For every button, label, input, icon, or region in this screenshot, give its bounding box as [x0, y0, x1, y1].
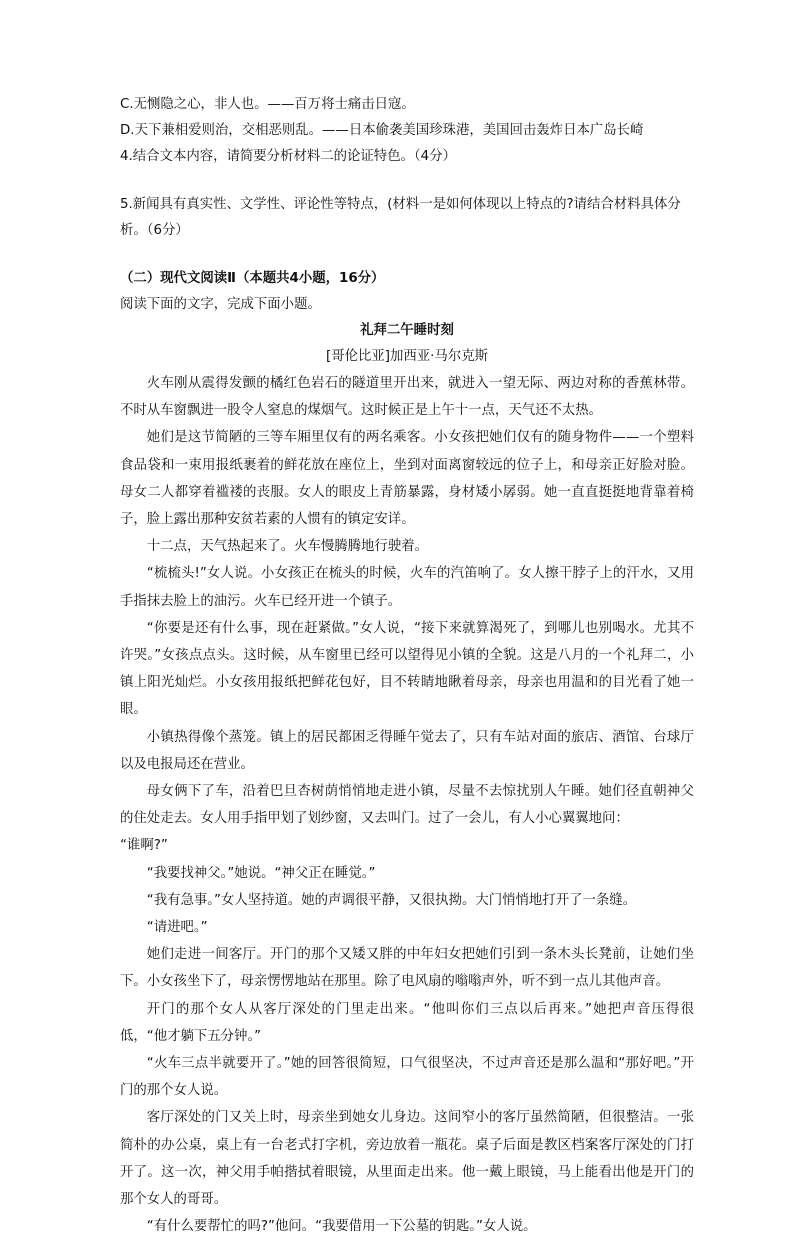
- paragraph: “火车三点半就要开了。”她的回答很简短，口气很坚决，不过声音还是那么温和“那好吧。”开门的那个女人说。: [120, 1056, 694, 1099]
- paragraph: 她们是这节简陋的三等车厢里仅有的两名乘客。小女孩把她们仅有的随身物件——一个塑料食品袋和一束用报纸裹着的鲜花放在座位上，坐到对面离窗较远的位子上，和母亲正好脸对脸。母女二人都穿着褴褛的丧服。女人的眼皮上青筋暴露，身材矮小孱弱。她一直直挺挺地背靠着椅子，脸上露出那种安贫若素的人惯有的镇定安详。: [120, 430, 694, 528]
- dialogue-line: “我要找神父。”她说。“神父正在睡觉。”: [146, 865, 376, 881]
- paragraph: 客厅深处的门又关上时，母亲坐到她女儿身边。这间窄小的客厅虽然简陋，但很整洁。一张简朴的办公桌，桌上有一台老式打字机，旁边放着一瓶花。桌子后面是教区档案客厅深处的门打开了。这一次，神父用手帕揩拭着眼镜，从里面走出来。他一戴上眼镜，马上能看出他是开门的那个女人的哥哥。: [120, 1110, 694, 1208]
- dialogue-line: “请进吧。”: [146, 920, 208, 936]
- paragraph: 她们走进一间客厅。开门的那个又矮又胖的中年妇女把她们引到一条木头长凳前，让她们坐下。小女孩坐下了，母亲愣愣地站在那里。除了电风扇的嗡嗡声外，听不到一点儿其他声音。: [120, 947, 694, 990]
- document-page: [120, 92, 694, 1241]
- dialogue-line: “有什么要帮忙的吗?”他问。“我要借用一下公墓的钥匙。”女人说。: [146, 1219, 537, 1235]
- question-5: 5.新闻具有真实性、文学性、评论性等特点，(材料一是如何体现以上特点的?请结合材料具体分析。（6分）: [120, 197, 681, 238]
- paragraph: “你要是还有什么事，现在赶紧做。”女人说，“接下来就算渴死了，到哪儿也别喝水。尤其不许哭。”女孩点点头。这时候，从车窗里已经可以望得见小镇的全貌。这是八月的一个礼拜二，小镇上阳光灿烂。小女孩用报纸把鲜花包好，目不转睛地瞅着母亲，母亲也用温和的目光看了她一眼。: [120, 620, 694, 718]
- paragraph: 火车刚从震得发颤的橘红色岩石的隧道里开出来，就进入一望无际、两边对称的香蕉林带。不时从车窗飘进一股令人窒息的煤烟气。这时候正是上午十一点，天气还不太热。: [120, 376, 694, 419]
- story-title: 礼拜二午睡时刻: [360, 323, 454, 338]
- paragraph: 母女俩下了车，沿着巴旦杏树荫悄悄地走进小镇，尽量不去惊扰别人午睡。她们径直朝神父的住处走去。女人用手指甲划了划纱窗，又去叫门。过了一会儿，有人小心翼翼地问：: [120, 784, 694, 827]
- paragraph: 开门的那个女人从客厅深处的门里走出来。“他叫你们三点以后再来。”她把声音压得很低，“他才躺下五分钟。”: [120, 1001, 694, 1044]
- dialogue-line: “我有急事。”女人坚持道。她的声调很平静，又很执拗。大门悄悄地打开了一条缝。: [146, 892, 637, 908]
- section-heading: （二）现代文阅读Ⅱ（本题共4小题，16分）: [120, 271, 385, 286]
- section-instruction: 阅读下面的文字，完成下面小题。: [120, 297, 321, 312]
- dialogue-line: “谁啊?”: [120, 838, 168, 854]
- story-author: [哥伦比亚]加西亚·马尔克斯: [325, 349, 488, 364]
- question-4: 4.结合文本内容，请简要分析材料二的论证特色。（4分）: [120, 149, 456, 164]
- paragraph: 小镇热得像个蒸笼。镇上的居民都困乏得睡午觉去了，只有车站对面的旅店、酒馆、台球厅以及电报局还在营业。: [120, 729, 694, 772]
- paragraph: 十二点，天气热起来了。火车慢腾腾地行驶着。: [146, 539, 428, 555]
- option-c: C.无恻隐之心，非人也。——百万将士痛击日寇。: [120, 97, 415, 112]
- option-d: D.天下兼相爱则治，交相恶则乱。——日本偷袭美国珍珠港，美国回击轰炸日本广岛长崎: [120, 123, 644, 138]
- paragraph: “梳梳头!”女人说。小女孩正在梳头的时候，火车的汽笛响了。女人擦干脖子上的汗水，又用手指抹去脸上的油污。火车已经开进一个镇子。: [120, 566, 694, 609]
